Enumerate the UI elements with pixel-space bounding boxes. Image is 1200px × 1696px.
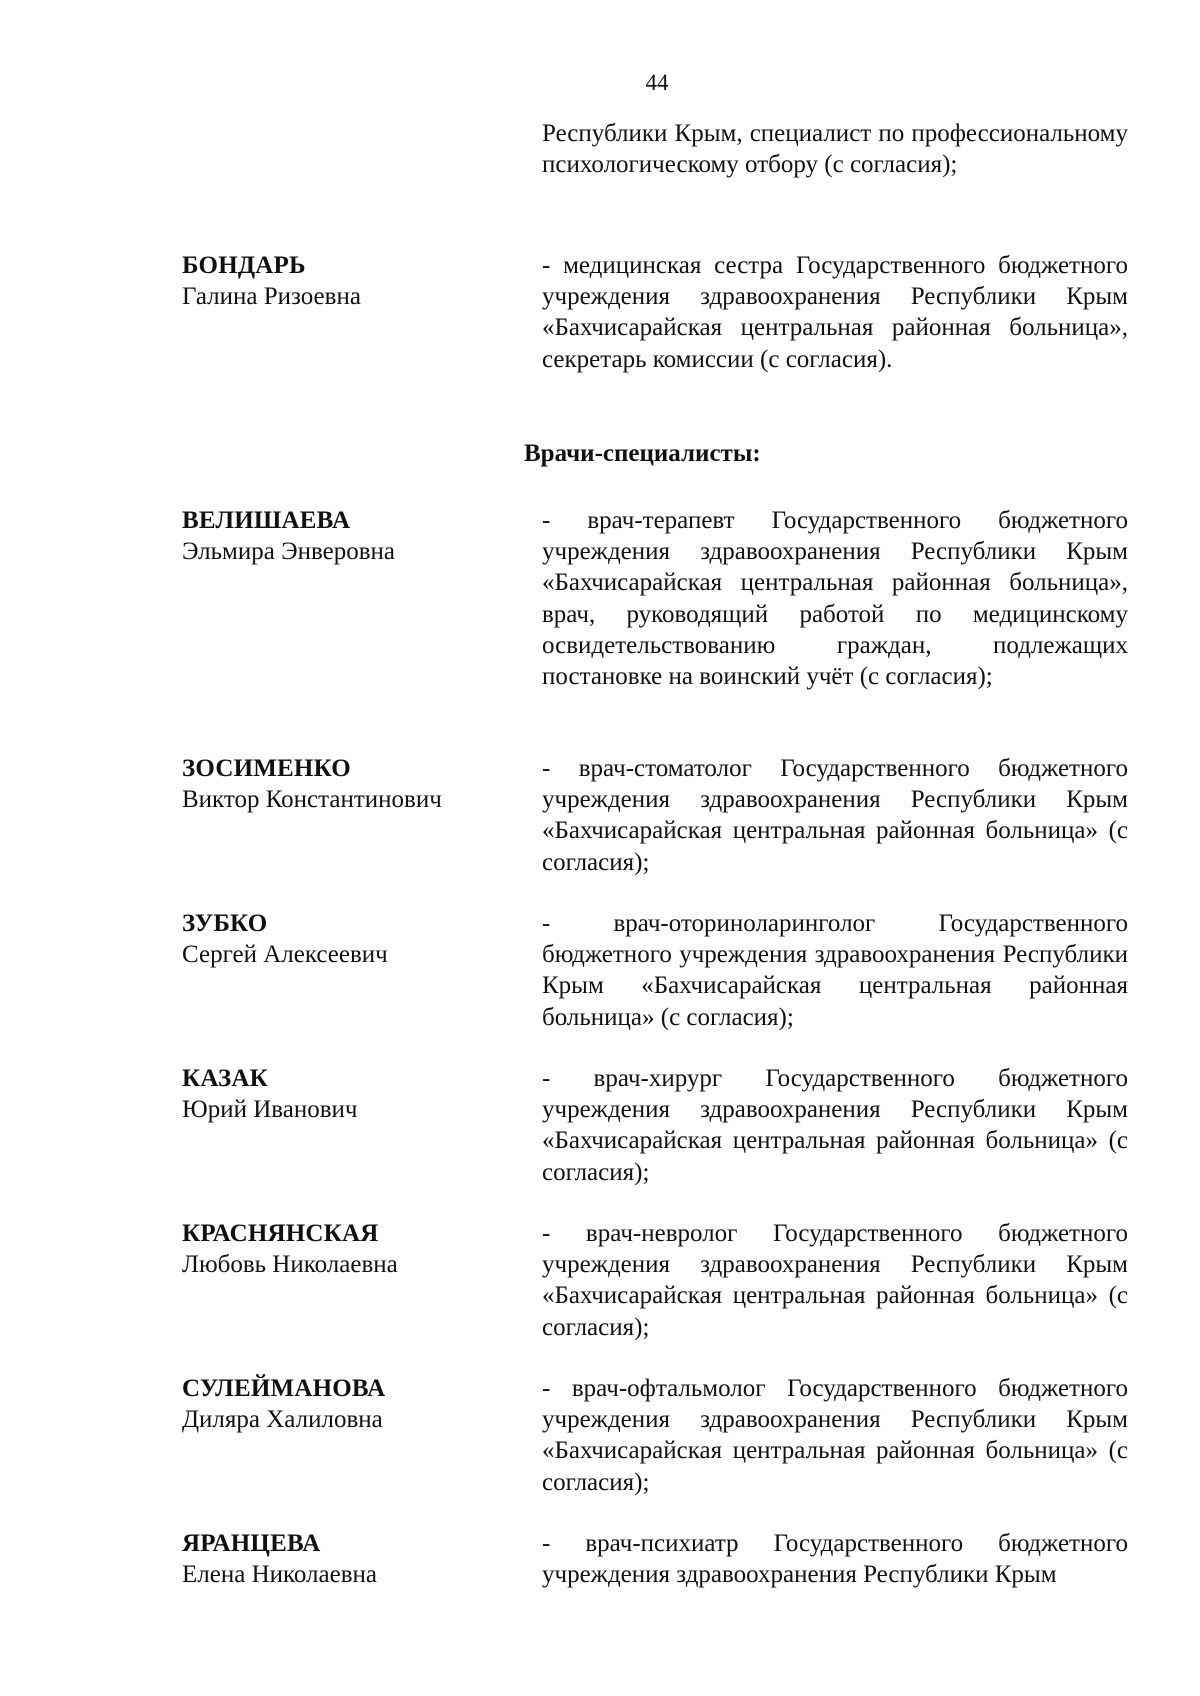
specialist-given-names: Юрий Иванович — [182, 1096, 358, 1123]
intro-text: Республики Крым, специалист по профессиональному психологическому отбору (с согласия); — [542, 120, 1128, 179]
member-surname: БОНДАРЬ — [182, 252, 306, 279]
member-name — [182, 250, 502, 312]
specialist-given-names: Виктор Константинович — [182, 786, 442, 813]
specialist-role: - врач-стоматолог Государственного бюджетного учреждения здравоохранения Республики Крым «Бахчисарайская центральная районная больница» (с согласия); — [542, 755, 1128, 876]
specialist-name — [182, 753, 502, 815]
specialist-name — [182, 908, 502, 970]
member-role: - медицинская сестра Государственного бюджетного учреждения здравоохранения Республики Крым «Бахчисарайская центральная районная больница», секретарь комиссии (с согласия). — [542, 252, 1128, 373]
specialist-surname: ЯРАНЦЕВА — [182, 1530, 321, 1557]
page-number: 44 — [645, 70, 669, 95]
specialist-surname: КРАСНЯНСКАЯ — [182, 1220, 379, 1247]
specialist-surname: ЗОСИМЕНКО — [182, 755, 351, 782]
specialist-given-names: Диляра Халиловна — [182, 1406, 383, 1433]
specialist-role: - врач-оториноларинголог Государственного бюджетного учреждения здравоохранения Республики Крым «Бахчисарайская центральная районная больница» (с согласия); — [542, 910, 1128, 1031]
specialist-given-names: Эльмира Энверовна — [182, 538, 396, 565]
specialist-name — [182, 1218, 502, 1280]
specialist-name — [182, 1373, 502, 1435]
section-heading: Врачи-специалисты: — [524, 440, 761, 467]
specialist-surname: КАЗАК — [182, 1065, 268, 1092]
specialist-name — [182, 1528, 502, 1590]
specialist-role: - врач-офтальмолог Государственного бюджетного учреждения здравоохранения Республики Крым «Бахчисарайская центральная районная больница» (с согласия); — [542, 1375, 1128, 1496]
specialist-given-names: Любовь Николаевна — [182, 1251, 398, 1278]
specialist-surname: ЗУБКО — [182, 910, 268, 937]
specialist-role: - врач-терапевт Государственного бюджетного учреждения здравоохранения Республики Крым «Бахчисарайская центральная районная больница», врач, руководящий работой по медицинскому освидетельствованию граждан, подлежащих постановке на воинский учёт (с согласия); — [542, 507, 1128, 691]
specialist-role: - врач-психиатр Государственного бюджетного учреждения здравоохранения Республики Крым — [542, 1530, 1128, 1589]
specialist-role: - врач-хирург Государственного бюджетного учреждения здравоохранения Республики Крым «Бахчисарайская центральная районная больница» (с согласия); — [542, 1065, 1128, 1186]
specialist-given-names: Елена Николаевна — [182, 1561, 377, 1588]
specialist-name — [182, 1063, 502, 1125]
specialist-role: - врач-невролог Государственного бюджетного учреждения здравоохранения Республики Крым «Бахчисарайская центральная районная больница» (с согласия); — [542, 1220, 1128, 1341]
specialist-given-names: Сергей Алексеевич — [182, 941, 388, 968]
specialist-name — [182, 505, 502, 567]
specialist-surname: ВЕЛИШАЕВА — [182, 507, 351, 534]
member-given-names: Галина Ризоевна — [182, 283, 361, 310]
specialist-surname: СУЛЕЙМАНОВА — [182, 1375, 386, 1402]
